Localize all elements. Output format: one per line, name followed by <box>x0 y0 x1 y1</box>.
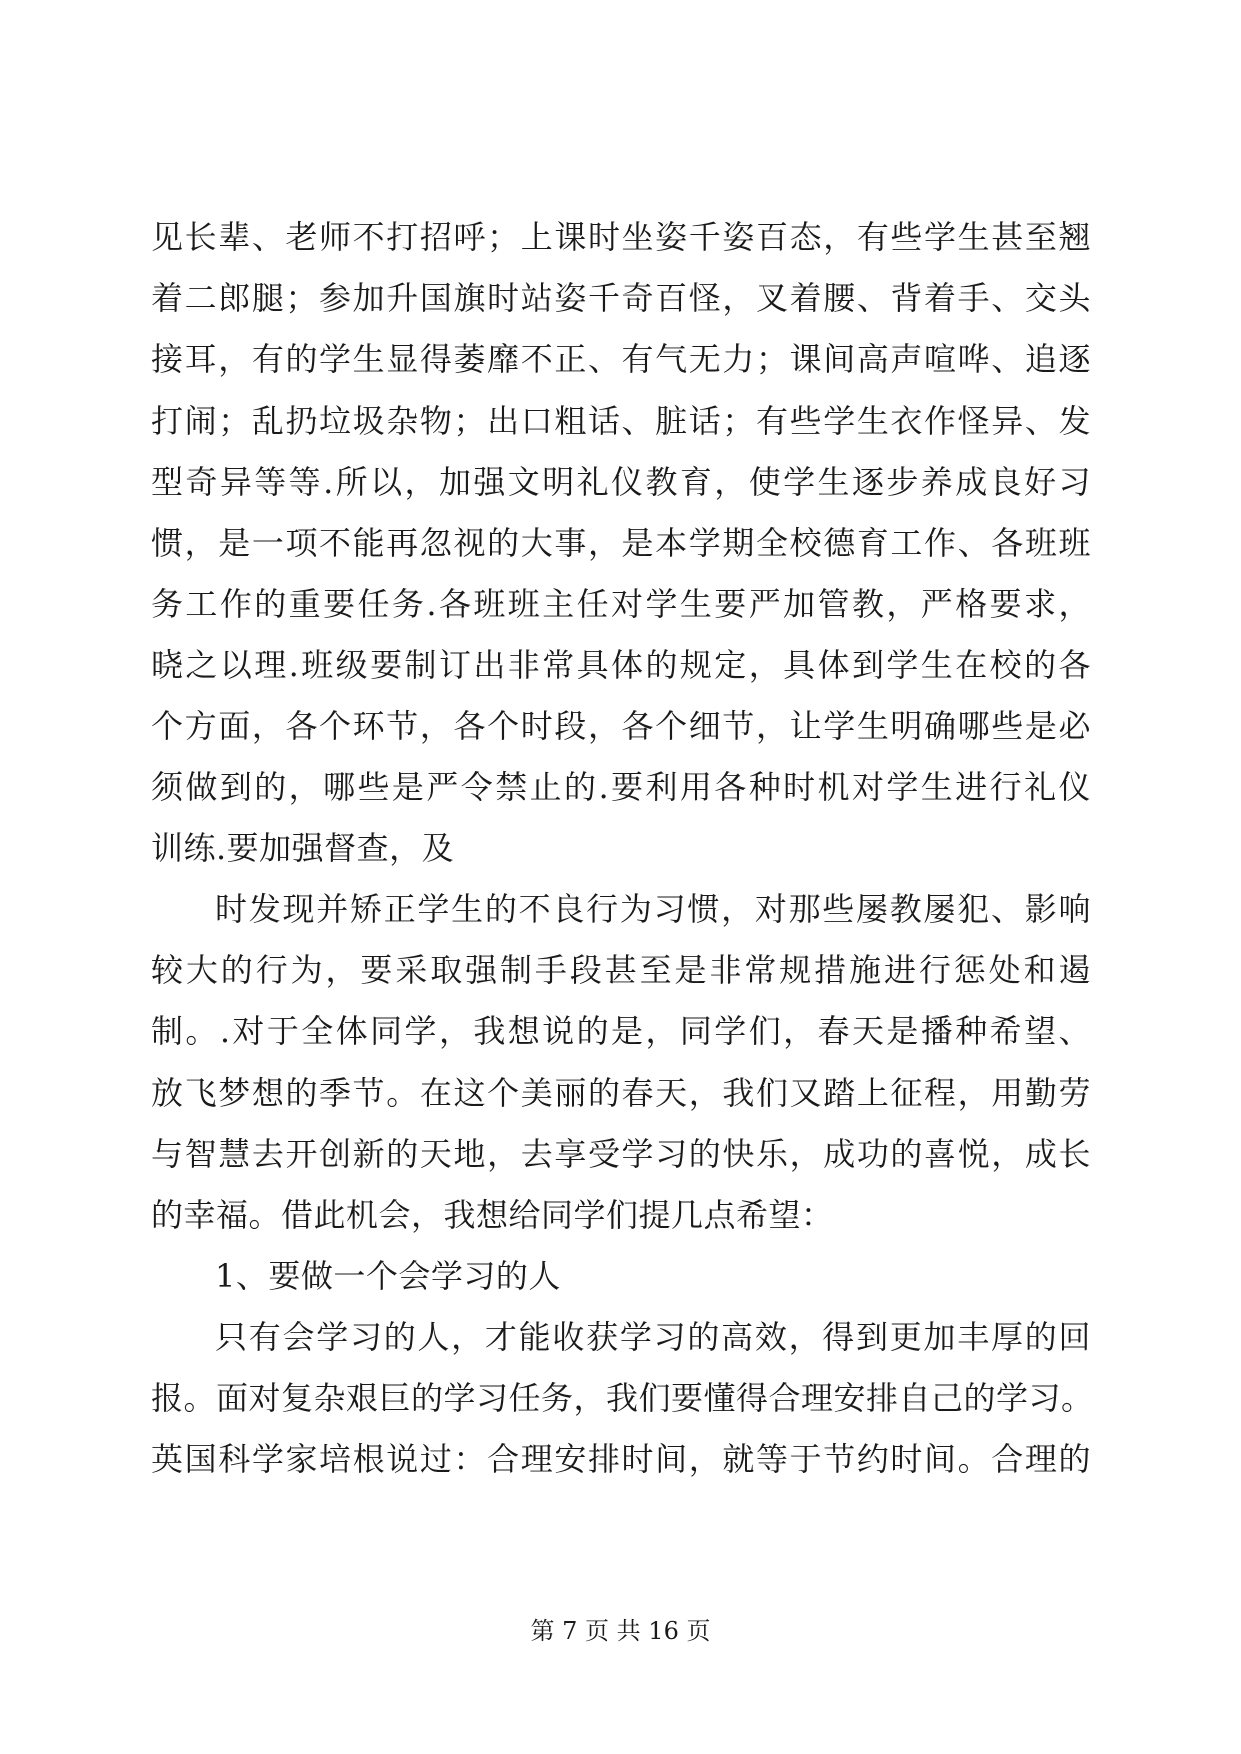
section-heading: 1、要做一个会学习的人 <box>215 1257 561 1295</box>
paragraph-line: 只有会学习的人，才能收获学习的高效，得到更加丰厚的回 <box>215 1318 1091 1356</box>
paragraph-line: 放飞梦想的季节。在这个美丽的春天，我们又踏上征程，用勤劳 <box>151 1074 1091 1112</box>
paragraph-line: 报。面对复杂艰巨的学习任务，我们要懂得合理安排自己的学习。 <box>151 1379 1094 1417</box>
paragraph-line: 晓之以理.班级要制订出非常具体的规定，具体到学生在校的各 <box>151 646 1091 684</box>
paragraph-line: 时发现并矫正学生的不良行为习惯，对那些屡教屡犯、影响 <box>215 890 1091 928</box>
paragraph-line: 打闹；乱扔垃圾杂物；出口粗话、脏话；有些学生衣作怪异、发 <box>151 402 1091 440</box>
paragraph-line: 着二郎腿；参加升国旗时站姿千奇百怪，叉着腰、背着手、交头 <box>151 279 1091 317</box>
paragraph-line: 接耳，有的学生显得萎靡不正、有气无力；课间高声喧哗、追逐 <box>151 340 1091 378</box>
paragraph-line: 英国科学家培根说过：合理安排时间，就等于节约时间。合理的 <box>151 1440 1091 1478</box>
paragraph-line: 须做到的，哪些是严令禁止的.要利用各种时机对学生进行礼仪 <box>151 768 1091 806</box>
paragraph-line: 务工作的重要任务.各班班主任对学生要严加管教，严格要求， <box>151 585 1091 623</box>
paragraph-line: 的幸福。借此机会，我想给同学们提几点希望： <box>151 1196 834 1234</box>
paragraph-line: 训练.要加强督查，及 <box>151 829 455 867</box>
paragraph-line: 见长辈、老师不打招呼；上课时坐姿千姿百态，有些学生甚至翘 <box>151 218 1091 256</box>
page-number: 第 7 页 共 16 页 <box>530 1617 711 1645</box>
paragraph-line: 与智慧去开创新的天地，去享受学习的快乐，成功的喜悦，成长 <box>151 1135 1091 1173</box>
paragraph-line: 型奇异等等.所以，加强文明礼仪教育，使学生逐步养成良好习 <box>151 463 1091 501</box>
paragraph-line: 个方面，各个环节，各个时段，各个细节，让学生明确哪些是必 <box>151 707 1091 745</box>
paragraph-line: 较大的行为，要采取强制手段甚至是非常规措施进行惩处和遏 <box>151 951 1091 989</box>
paragraph-line: 惯，是一项不能再忽视的大事，是本学期全校德育工作、各班班 <box>151 524 1091 562</box>
paragraph-line: 制。.对于全体同学，我想说的是，同学们，春天是播种希望、 <box>151 1012 1091 1050</box>
